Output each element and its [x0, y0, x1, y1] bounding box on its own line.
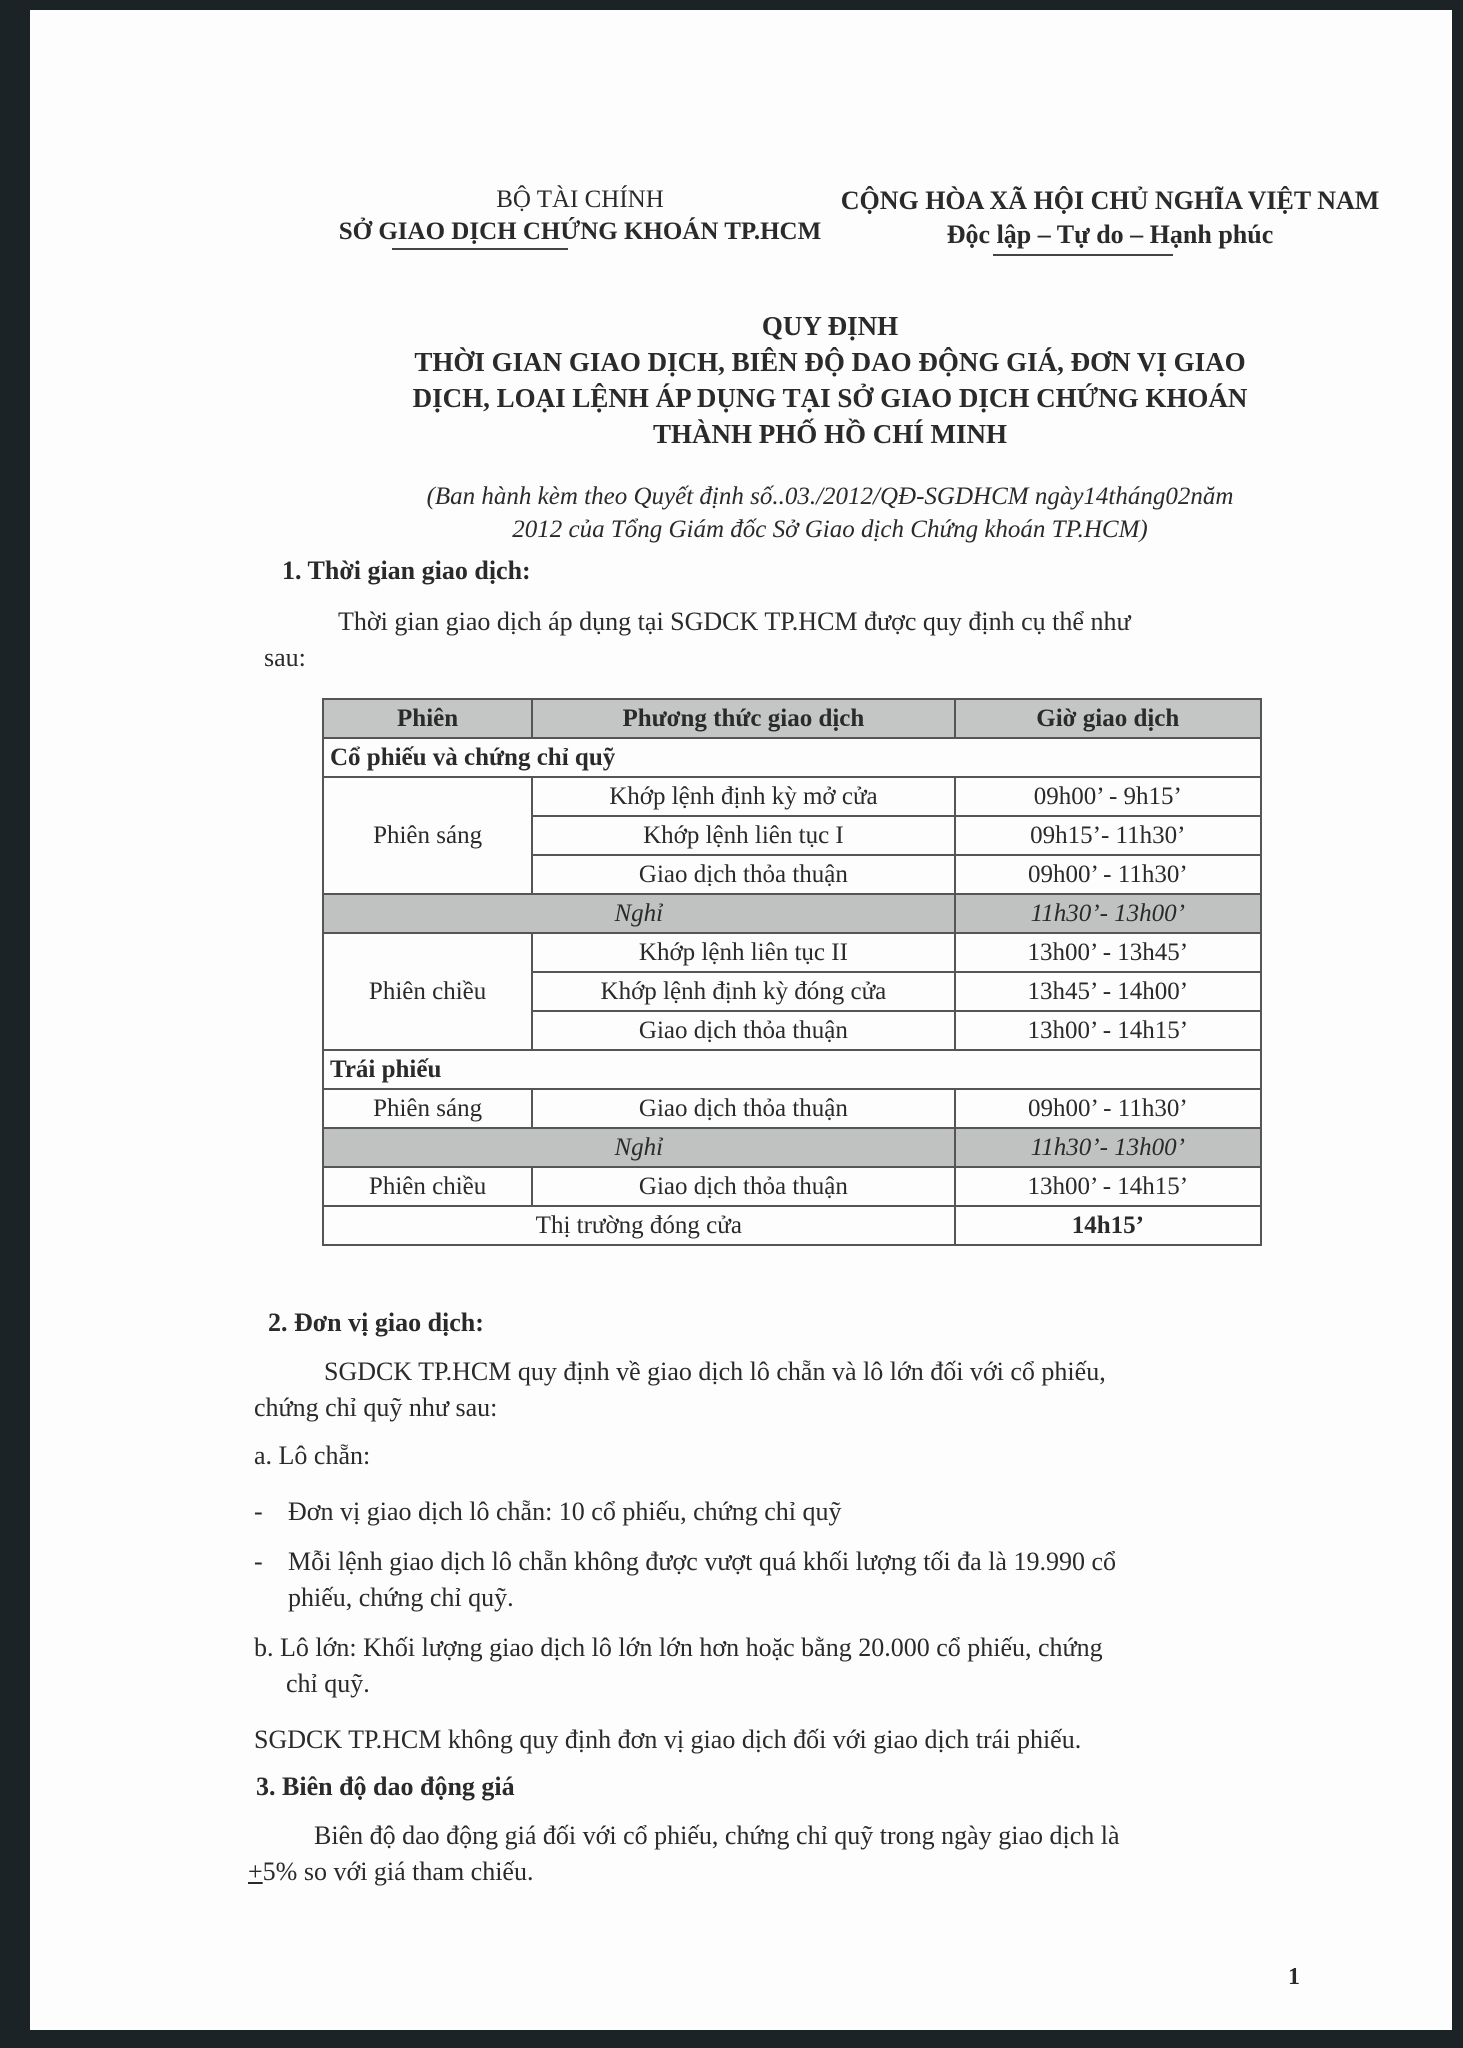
break-time: 11h30’- 13h00’ — [955, 1128, 1261, 1167]
section-2-intro-cont: chứng chỉ quỹ như sau: — [254, 1393, 498, 1422]
method-cell: Giao dịch thỏa thuận — [532, 1089, 954, 1128]
method-cell: Khớp lệnh liên tục I — [532, 816, 954, 855]
group-row-bonds — [323, 1050, 1261, 1089]
time-cell: 13h45’ - 14h00’ — [955, 972, 1261, 1011]
title-line: QUY ĐỊNH — [761, 311, 899, 341]
item-b-large-lot-cont: chỉ quỹ. — [286, 1669, 370, 1698]
col-header-method: Phương thức giao dịch — [532, 699, 954, 738]
bullet-dash: - — [254, 1497, 263, 1526]
time-cell: 09h00’ - 11h30’ — [955, 1089, 1261, 1128]
col-header-session: Phiên — [323, 699, 532, 738]
section-3-heading: 3. Biên độ dao động giá — [256, 1772, 515, 1801]
section-1-intro-cont: sau: — [264, 643, 306, 672]
title-line: THỜI GIAN GIAO DỊCH, BIÊN ĐỘ DAO ĐỘNG GIÁ, ĐƠN VỊ GIAO — [414, 347, 1246, 377]
section-3-text-cont — [248, 1854, 533, 1890]
price-band-text: 5% so với giá tham chiếu. — [262, 1857, 534, 1886]
table-row — [323, 933, 1261, 972]
national-motto: Độc lập – Tự do – Hạnh phúc — [946, 220, 1274, 249]
group-row-stocks — [323, 738, 1261, 777]
issuer-header — [330, 184, 830, 248]
table-row — [323, 777, 1261, 816]
motto-underline — [993, 254, 1173, 256]
market-close-row — [323, 1206, 1261, 1245]
session-cell: Phiên chiều — [323, 933, 532, 1050]
market-close-label: Thị trường đóng cửa — [323, 1206, 955, 1245]
time-cell: 13h00’ - 13h45’ — [955, 933, 1261, 972]
table-row — [323, 1167, 1261, 1206]
method-cell: Khớp lệnh liên tục II — [532, 933, 954, 972]
agency-underline — [392, 248, 568, 250]
item-b-large-lot: b. Lô lớn: Khối lượng giao dịch lô lớn lớn hơn hoặc bằng 20.000 cổ phiếu, chứng — [254, 1633, 1103, 1662]
col-header-time: Giờ giao dịch — [955, 699, 1261, 738]
issuance-line: 2012 của Tổng Giám đốc Sở Giao dịch Chứng khoán TP.HCM) — [512, 516, 1148, 543]
session-cell: Phiên sáng — [323, 777, 532, 894]
table-row — [323, 1089, 1261, 1128]
method-cell: Giao dịch thỏa thuận — [532, 855, 954, 894]
agency-name: SỞ GIAO DỊCH CHỨNG KHOÁN TP.HCM — [338, 218, 822, 245]
section-1-intro: Thời gian giao dịch áp dụng tại SGDCK TP.HCM được quy định cụ thể như — [338, 607, 1131, 636]
method-cell: Giao dịch thỏa thuận — [532, 1167, 954, 1206]
plus-minus-sign: + — [248, 1857, 263, 1886]
time-cell: 09h00’ - 11h30’ — [955, 855, 1261, 894]
ministry-name: BỘ TÀI CHÍNH — [496, 186, 664, 213]
group-label: Trái phiếu — [323, 1050, 1261, 1089]
break-label: Nghỉ — [323, 1128, 955, 1167]
bullet-max-volume: Mỗi lệnh giao dịch lô chẵn không được vượt quá khối lượng tối đa là 19.990 cổ — [288, 1547, 1117, 1576]
method-cell: Khớp lệnh định kỳ mở cửa — [532, 777, 954, 816]
table-header-row — [323, 699, 1261, 738]
group-label: Cổ phiếu và chứng chỉ quỹ — [323, 738, 1261, 777]
bond-note: SGDCK TP.HCM không quy định đơn vị giao dịch đối với giao dịch trái phiếu. — [254, 1725, 1082, 1754]
market-close-time: 14h15’ — [955, 1206, 1261, 1245]
section-1-heading: 1. Thời gian giao dịch: — [282, 556, 531, 585]
session-cell: Phiên chiều — [323, 1167, 532, 1206]
item-a-label: a. Lô chẵn: — [254, 1441, 371, 1470]
bullet-lot-unit: Đơn vị giao dịch lô chẵn: 10 cổ phiếu, chứng chỉ quỹ — [288, 1497, 842, 1526]
break-row — [323, 1128, 1261, 1167]
issuance-note — [300, 480, 1360, 546]
trading-schedule-table — [322, 698, 1262, 1246]
country-name: CỘNG HÒA XÃ HỘI CHỦ NGHĨA VIỆT NAM — [840, 186, 1380, 215]
time-cell: 09h00’ - 9h15’ — [955, 777, 1261, 816]
page-number: 1 — [1288, 1964, 1300, 1990]
method-cell: Giao dịch thỏa thuận — [532, 1011, 954, 1050]
section-2-heading: 2. Đơn vị giao dịch: — [268, 1308, 484, 1337]
bullet-max-volume-cont: phiếu, chứng chỉ quỹ. — [288, 1583, 514, 1612]
session-cell: Phiên sáng — [323, 1089, 532, 1128]
title-line: DỊCH, LOẠI LỆNH ÁP DỤNG TẠI SỞ GIAO DỊCH CHỨNG KHOÁN — [412, 383, 1248, 413]
break-row — [323, 894, 1261, 933]
national-header — [790, 184, 1430, 252]
section-3-text: Biên độ dao động giá đối với cổ phiếu, chứng chỉ quỹ trong ngày giao dịch là — [314, 1821, 1120, 1850]
bullet-dash: - — [254, 1547, 263, 1576]
document-title — [300, 308, 1360, 452]
time-cell: 09h15’- 11h30’ — [955, 816, 1261, 855]
break-time: 11h30’- 13h00’ — [955, 894, 1261, 933]
section-2-intro: SGDCK TP.HCM quy định về giao dịch lô chẵn và lô lớn đối với cổ phiếu, — [324, 1357, 1106, 1386]
time-cell: 13h00’ - 14h15’ — [955, 1167, 1261, 1206]
method-cell: Khớp lệnh định kỳ đóng cửa — [532, 972, 954, 1011]
issuance-line: (Ban hành kèm theo Quyết định số..03./2012/QĐ-SGDHCM ngày14tháng02năm — [426, 483, 1234, 510]
break-label: Nghỉ — [323, 894, 955, 933]
document-page — [30, 10, 1452, 2030]
title-line: THÀNH PHỐ HỒ CHÍ MINH — [652, 419, 1007, 449]
time-cell: 13h00’ - 14h15’ — [955, 1011, 1261, 1050]
